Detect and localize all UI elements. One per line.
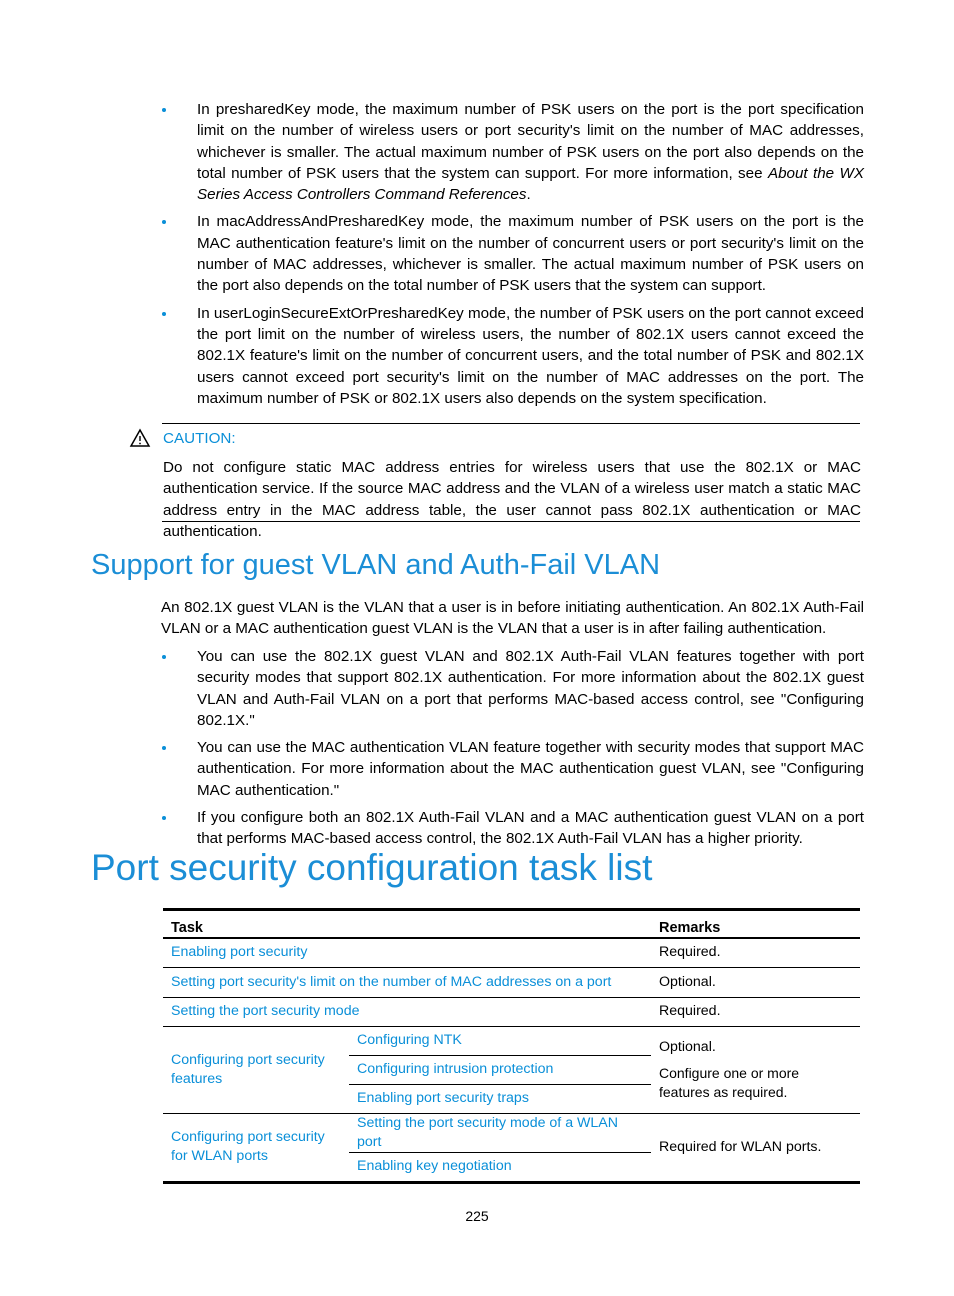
caution-icon [129,428,151,448]
caution-bottom-rule [162,521,860,522]
reference-title: About the WX Series Access Controllers Command References [197,164,864,204]
guest-vlan-bullet-list [160,646,864,856]
list-item: You can use the 802.1X guest VLAN and 802.1X Auth-Fail VLAN features together with port security modes that support 802.1X authentication. For more information about the 802.1X guest VLAN and Auth-Fail VLAN on a port that performs MAC-based access control, see "Configuring 802.1X." [160,646,864,731]
remarks-cell: Required. [651,938,860,967]
column-header-task: Task [163,910,651,939]
bullet-icon [162,816,166,820]
psk-bullet-list [160,99,864,415]
column-header-remarks: Remarks [651,910,860,939]
task-link-mac-limit[interactable]: Setting port security's limit on the number of MAC addresses on a port [163,967,651,997]
task-link-port-security-features[interactable]: Configuring port security features [163,1026,349,1113]
guest-vlan-intro: An 802.1X guest VLAN is the VLAN that a user is in before initiating authentication. An 802.1X Auth-Fail VLAN or a MAC authentication guest VLAN is the VLAN that a user is in after failing authentication. [161,599,864,638]
table-row [163,997,860,1026]
bullet-icon [162,655,166,659]
task-table [163,908,860,1184]
bullet-icon [162,746,166,750]
bullet-icon [162,220,166,224]
list-item: You can use the MAC authentication VLAN feature together with security modes that support MAC authentication. For more information about the MAC authentication guest VLAN, see "Configuring MAC authentication." [160,737,864,801]
page-number: 225 [465,1208,489,1224]
remarks-cell: Optional. [651,967,860,997]
bullet-icon [162,108,166,112]
section-heading-guest-vlan: Support for guest VLAN and Auth-Fail VLAN [91,549,661,581]
task-link-configuring-ntk[interactable]: Configuring NTK [349,1026,651,1055]
task-link-security-traps[interactable]: Enabling port security traps [349,1084,651,1113]
remarks-cell: Required. [651,997,860,1026]
remarks-cell: Optional. Configure one or more features as required. [651,1026,860,1113]
task-link-intrusion-protection[interactable]: Configuring intrusion protection [349,1055,651,1084]
list-item: In presharedKey mode, the maximum number of PSK users on the port is the port specification limit on the number of wireless users or port security's limit on the number of MAC addresses, whichever is smaller. The actual maximum number of PSK users on the port also depends on the total number of PSK users that the system can support. For more information, see About the WX Series Access Controllers Command References. [160,99,864,205]
table-row [163,1026,860,1055]
bullet-icon [162,312,166,316]
task-link-key-negotiation[interactable]: Enabling key negotiation [349,1152,651,1182]
list-item: If you configure both an 802.1X Auth-Fail VLAN and a MAC authentication guest VLAN on a port that performs MAC-based access control, the 802.1X Auth-Fail VLAN has a higher priority. [160,807,864,850]
caution-text: Do not configure static MAC address entries for wireless users that use the 802.1X or MAC authentication service. If the source MAC address and the VLAN of a wireless user match a static MAC address entry in the MAC address table, the user cannot pass 802.1X authentication or MAC authentication. [163,459,861,540]
table-row [163,938,860,967]
remarks-cell: Required for WLAN ports. [651,1113,860,1182]
section-heading-task-list: Port security configuration task list [91,847,653,888]
table-row [163,967,860,997]
task-link-security-mode[interactable]: Setting the port security mode [163,997,651,1026]
task-link-wlan-ports[interactable]: Configuring port security for WLAN ports [163,1113,349,1182]
list-item: In userLoginSecureExtOrPresharedKey mode, the number of PSK users on the port cannot exceed the port limit on the number of wireless users, the number of 802.1X users cannot exceed the 802.1X feature's limit on the number of concurrent users, and the total number of PSK and 802.1X users cannot exceed port security's limit on the number of MAC addresses on the port. The maximum number of PSK or 802.1X users also depends on the system specification. [160,303,864,409]
table-row [163,1113,860,1152]
caution-top-rule [162,423,860,424]
caution-label: CAUTION: [163,430,236,447]
task-link-wlan-port-mode[interactable]: Setting the port security mode of a WLAN port [349,1113,651,1152]
list-item: In macAddressAndPresharedKey mode, the maximum number of PSK users on the port is the MAC authentication feature's limit on the number of concurrent users or port security's limit on the number of MAC addresses, whichever is smaller. The actual maximum number of PSK users on the port also depends on the total number of PSK users that the system can support. [160,211,864,296]
task-link-enable-port-security[interactable]: Enabling port security [163,938,651,967]
